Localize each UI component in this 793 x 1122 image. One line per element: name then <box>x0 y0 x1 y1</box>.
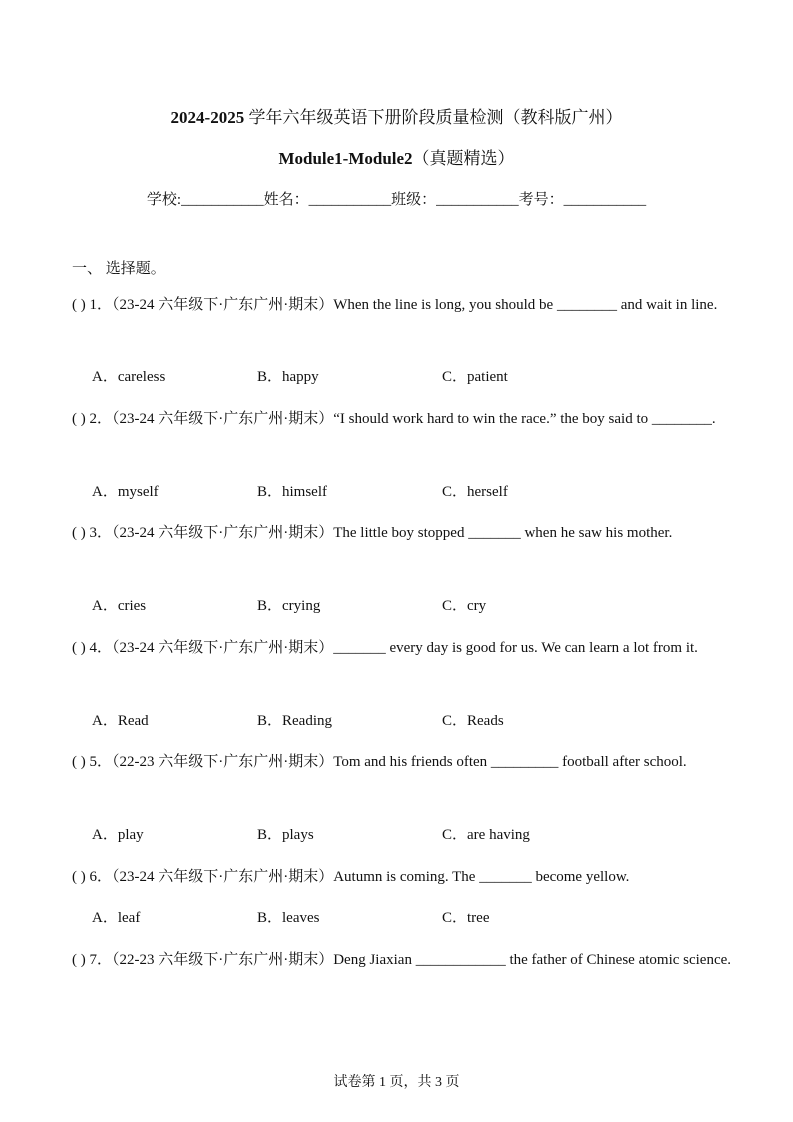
question-4-option-a: A．Read <box>92 713 149 729</box>
question-5-options <box>92 823 712 847</box>
question-3-option-b: B．crying <box>257 598 321 614</box>
page-subtitle <box>0 145 793 173</box>
subtitle-module: Module1-Module2 <box>278 149 413 168</box>
question-4: ( ) 4．（23-24 六年级下·广东广州·期末）_______ every day is good for us. We can learn a lot from it. <box>72 640 698 656</box>
question-2-option-c: C．herself <box>442 484 508 500</box>
question-6-option-c: C．tree <box>442 910 490 926</box>
question-3: ( ) 3．（23-24 六年级下·广东广州·期末）The little boy stopped _______ when he saw his mother. <box>72 525 673 541</box>
question-1-option-b: B．happy <box>257 369 319 385</box>
question-4-options <box>92 709 712 733</box>
question-5-option-c: C．are having <box>442 827 530 843</box>
question-1: ( ) 1．（23-24 六年级下·广东广州·期末）When the line is long, you should be ________ and wait in line. <box>72 297 718 313</box>
question-3-options <box>92 594 712 618</box>
question-6-option-a: A．leaf <box>92 910 141 926</box>
subtitle-rest: （真题精选） <box>412 149 515 168</box>
question-3-option-a: A．cries <box>92 598 147 614</box>
question-1-option-a: A．careless <box>92 369 166 385</box>
question-1-option-c: C．patient <box>442 369 508 385</box>
question-4-option-b: B．Reading <box>257 713 332 729</box>
question-2-options <box>92 480 712 504</box>
title-year: 2024-2025 <box>170 108 245 127</box>
question-4-option-c: C．Reads <box>442 713 504 729</box>
title-rest: 学年六年级英语下册阶段质量检测（教科版广州） <box>244 108 623 127</box>
question-5-option-b: B．plays <box>257 827 314 843</box>
question-2-option-b: B．himself <box>257 484 327 500</box>
question-3-option-c: C．cry <box>442 598 487 614</box>
question-5-option-a: A．play <box>92 827 144 843</box>
question-2-option-a: A．myself <box>92 484 159 500</box>
question-6: ( ) 6．（23-24 六年级下·广东广州·期末）Autumn is coming. The _______ become yellow. <box>72 869 630 885</box>
student-info-line: 学校:___________姓名：___________班级：___________考号：___________ <box>146 192 647 208</box>
question-6-options <box>92 906 712 930</box>
question-1-options <box>92 365 712 389</box>
question-5: ( ) 5．（22-23 六年级下·广东广州·期末）Tom and his friends often _________ football after school. <box>72 754 687 770</box>
question-7: ( ) 7．（22-23 六年级下·广东广州·期末）Deng Jiaxian ____________ the father of Chinese atomic science. <box>72 952 732 968</box>
section-heading: 一、 选择题。 <box>72 261 166 277</box>
question-2: ( ) 2．（23-24 六年级下·广东广州·期末）“I should work hard to win the race.” the boy said to ________. <box>72 411 716 427</box>
page-footer: 试卷第 1 页，共 3 页 <box>333 1075 460 1090</box>
page-title <box>0 104 793 132</box>
question-6-option-b: B．leaves <box>257 910 320 926</box>
